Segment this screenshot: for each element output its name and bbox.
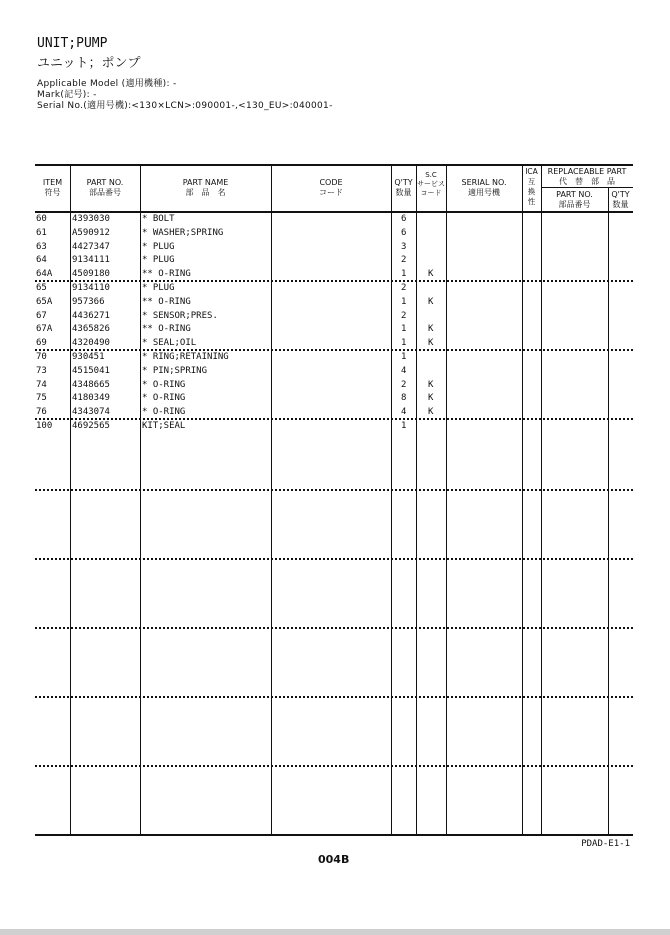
part-name: * BOLT: [142, 214, 175, 224]
quantity: 2: [401, 379, 407, 390]
part-number: 9134111: [72, 255, 110, 266]
viewer-bottom-edge: [0, 929, 670, 935]
part-number: 4180349: [72, 393, 110, 404]
document-code: PDAD-E1-1: [581, 839, 630, 849]
part-name: * PIN;SPRING: [142, 365, 208, 376]
service-code: K: [428, 407, 434, 418]
service-code: K: [428, 393, 434, 404]
part-name: * PLUG: [142, 241, 175, 252]
quantity: 2: [401, 255, 407, 266]
col-header-repl-qty: Q'TY 数量: [611, 190, 630, 209]
item-number: 63: [36, 241, 47, 252]
item-number: 65A: [36, 296, 53, 307]
quantity: 4: [401, 365, 407, 376]
service-code: K: [428, 269, 434, 280]
part-number: 4436271: [72, 310, 110, 321]
part-number: 957366: [72, 296, 105, 307]
page-number: 004B: [318, 853, 350, 866]
group-separator: [35, 627, 633, 629]
group-separator: [35, 765, 633, 767]
col-header-code: CODE コード: [319, 178, 343, 197]
table-top-rule: [35, 164, 633, 166]
group-separator: [35, 349, 633, 351]
col-header-part-name: PART NAME 部 品 名: [182, 178, 229, 197]
part-name: * SEAL;OIL: [142, 338, 197, 349]
item-number: 61: [36, 227, 47, 238]
part-name: * O-RING: [142, 393, 186, 404]
col-header-serial: SERIAL NO. 適用号機: [461, 178, 507, 197]
item-number: 64A: [36, 269, 53, 280]
quantity: 1: [401, 421, 407, 431]
mark: Mark(記号): -: [37, 90, 97, 100]
part-number: 9134110: [72, 283, 110, 293]
part-number: 4515041: [72, 365, 110, 376]
quantity: 1: [401, 338, 407, 349]
col-divider: [391, 165, 392, 835]
group-separator: [35, 418, 633, 420]
part-name: ** O-RING: [142, 296, 191, 307]
item-number: 67A: [36, 324, 53, 335]
part-number: 4509180: [72, 269, 110, 280]
quantity: 6: [401, 214, 407, 224]
part-name: * O-RING: [142, 379, 186, 390]
col-header-service-code: S.C サービス コード: [417, 171, 445, 197]
col-divider: [70, 165, 71, 835]
part-number: 4365826: [72, 324, 110, 335]
quantity: 4: [401, 407, 407, 418]
service-code: K: [428, 338, 434, 349]
service-code: K: [428, 324, 434, 335]
quantity: 8: [401, 393, 407, 404]
part-number: A590912: [72, 227, 110, 238]
quantity: 3: [401, 241, 407, 252]
table-bottom-rule: [35, 834, 633, 836]
col-header-part-no: PART NO. 部品番号: [86, 178, 124, 197]
col-header-replaceable: REPLACEABLE PART 代 替 部 品: [547, 167, 627, 186]
group-separator: [35, 280, 633, 282]
col-header-repl-part-no: PART NO. 部品番号: [556, 190, 593, 209]
part-name: * WASHER;SPRING: [142, 227, 224, 238]
item-number: 70: [36, 352, 47, 362]
item-number: 76: [36, 407, 47, 418]
col-divider: [541, 165, 542, 835]
item-number: 64: [36, 255, 47, 266]
quantity: 2: [401, 283, 407, 293]
part-name: * SENSOR;PRES.: [142, 310, 218, 321]
col-divider: [416, 165, 417, 835]
part-name: * O-RING: [142, 407, 186, 418]
part-name: ** O-RING: [142, 269, 191, 280]
quantity: 6: [401, 227, 407, 238]
col-divider: [522, 165, 523, 835]
item-number: 100: [36, 421, 53, 431]
group-separator: [35, 489, 633, 491]
part-number: 4348665: [72, 379, 110, 390]
group-separator: [35, 558, 633, 560]
part-number: 4320490: [72, 338, 110, 349]
quantity: 1: [401, 352, 407, 362]
part-name: KIT;SEAL: [142, 421, 186, 431]
part-name: * RING;RETAINING: [142, 352, 229, 362]
col-header-ica: ICA 互 換 性: [525, 167, 538, 206]
serial-applicability: Serial No.(適用号機):<130×LCN>:090001-,<130_EU>:040001-: [37, 101, 333, 111]
col-header-item: ITEM 符号: [42, 178, 63, 197]
part-number: 930451: [72, 352, 105, 362]
col-header-qty: Q'TY 数量: [394, 178, 413, 197]
item-number: 65: [36, 283, 47, 293]
item-number: 60: [36, 214, 47, 224]
header-bottom-rule: [35, 211, 633, 213]
quantity: 1: [401, 269, 407, 280]
unit-title-en: UNIT;PUMP: [37, 36, 108, 51]
item-number: 67: [36, 310, 47, 321]
part-number: 4692565: [72, 421, 110, 431]
col-divider: [140, 165, 141, 835]
part-number: 4393030: [72, 214, 110, 224]
unit-title-jp: ユニット；ポンプ: [37, 56, 141, 71]
part-name: ** O-RING: [142, 324, 191, 335]
col-divider: [608, 188, 609, 835]
part-name: * PLUG: [142, 255, 175, 266]
col-divider: [446, 165, 447, 835]
item-number: 74: [36, 379, 47, 390]
group-separator: [35, 696, 633, 698]
item-number: 75: [36, 393, 47, 404]
quantity: 1: [401, 296, 407, 307]
quantity: 2: [401, 310, 407, 321]
col-divider: [271, 165, 272, 835]
part-number: 4427347: [72, 241, 110, 252]
service-code: K: [428, 296, 434, 307]
applicable-model: Applicable Model (適用機種): -: [37, 79, 177, 89]
repl-subheader-rule: [541, 187, 633, 188]
quantity: 1: [401, 324, 407, 335]
item-number: 73: [36, 365, 47, 376]
part-name: * PLUG: [142, 283, 175, 293]
item-number: 69: [36, 338, 47, 349]
service-code: K: [428, 379, 434, 390]
part-number: 4343074: [72, 407, 110, 418]
